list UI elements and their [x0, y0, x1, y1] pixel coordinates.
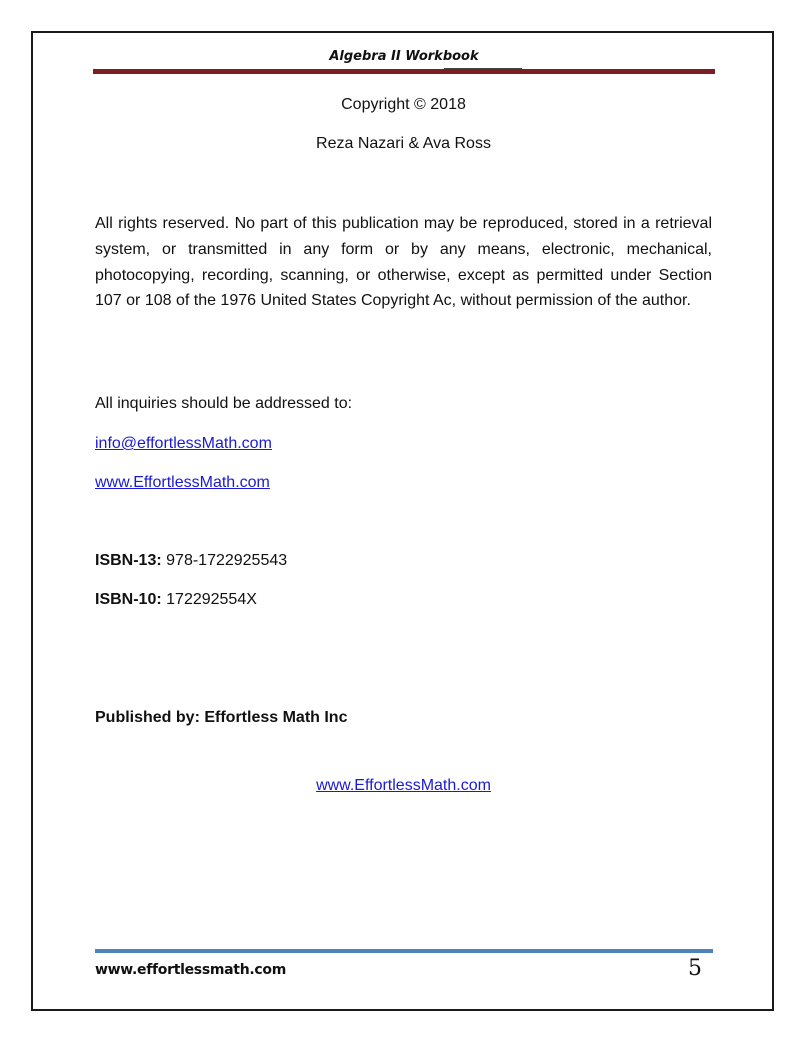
authors-line: Reza Nazari & Ava Ross: [316, 135, 491, 152]
inquiries-label: All inquiries should be addressed to:: [95, 395, 353, 412]
website-link[interactable]: www.EffortlessMath.com: [95, 474, 270, 491]
email-link[interactable]: info@effortlessMath.com: [95, 435, 272, 452]
header-rule: [93, 69, 715, 74]
page-frame: [31, 31, 774, 1011]
footer-site: www.effortlessmath.com: [95, 962, 286, 978]
copyright-line: Copyright © 2018: [341, 96, 466, 113]
isbn13-value: 978-1722925543: [166, 552, 288, 569]
isbn10-label: ISBN-10:: [95, 591, 162, 608]
page-number: 5: [688, 956, 702, 981]
publisher-website-link[interactable]: www.EffortlessMath.com: [316, 777, 491, 794]
isbn13-label: ISBN-13:: [95, 552, 162, 569]
footer-rule: [95, 949, 713, 953]
isbn13-line: [95, 552, 287, 570]
rights-paragraph: All rights reserved. No part of this publication may be reproduced, stored in a retrieval system, or transmitted in any form or by any means, electronic, mechanical, photocopying, recording, scanning, or otherwise, except as permitted under Section 107 or 108 of the 1976 United States Copyright Ac, without permission of the author.: [95, 215, 712, 310]
isbn10-line: [95, 591, 257, 609]
running-header-title: Algebra II Workbook: [329, 49, 479, 64]
isbn10-value: 172292554X: [166, 591, 257, 608]
publisher-line: Published by: Effortless Math Inc: [95, 709, 348, 726]
